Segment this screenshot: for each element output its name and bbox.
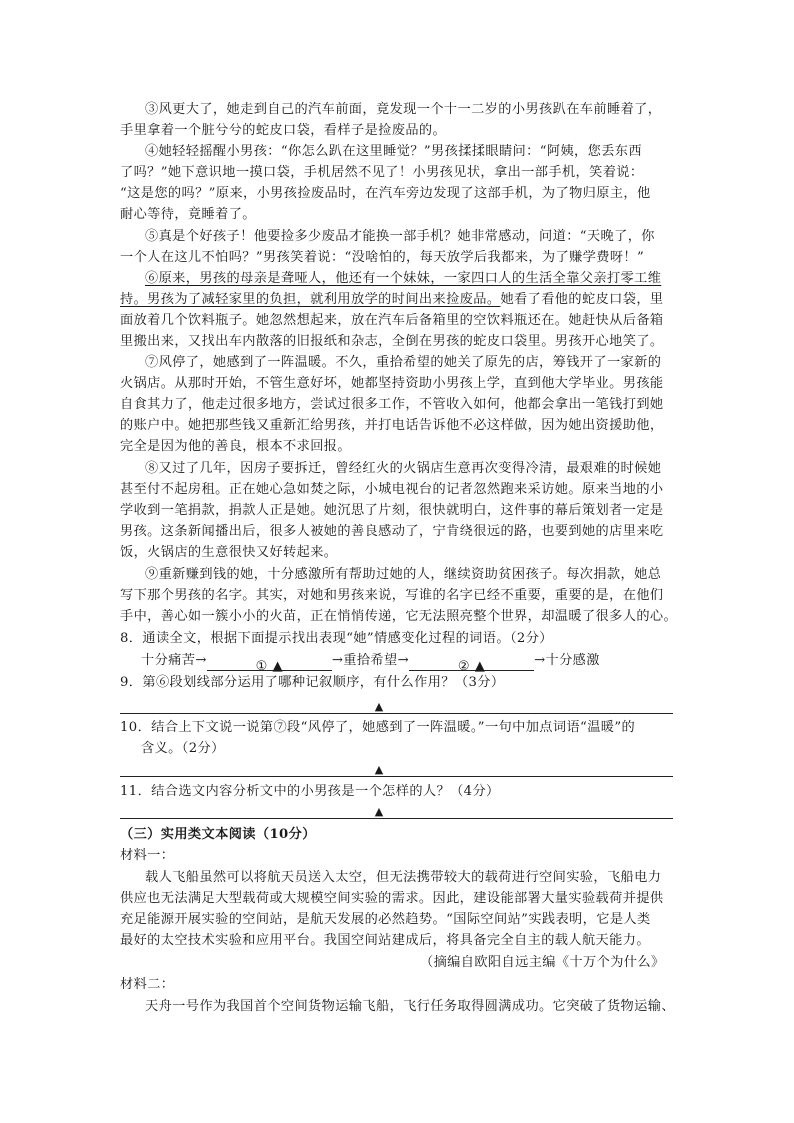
q8-end: →十分感激 xyxy=(534,653,600,668)
q11-answer-mark: ▲ xyxy=(374,805,384,818)
para8-line3: 学收到一笔捐款，捐款人正是她。她沉思了片刻，很快就明白，这件事的幕后策划者一定是 xyxy=(120,503,664,518)
question-9: 9．第⑥段划线部分运用了哪种记叙顺序，有什么作用？（3分） xyxy=(120,675,505,690)
para5-line1: ⑤真是个好孩子！他要捡多少废品才能换一部手机？她非常感动，问道：“天晚了，你 xyxy=(145,229,655,244)
material-1-line4: 最好的太空技术实验和应用平台。我国空间站建成后，将具备完全自主的载人航天能力。 xyxy=(120,933,650,948)
q8-mid: →重拾希望→ xyxy=(331,653,410,668)
para8-line1: ⑧又过了几年，因房子要拆迁，曾经红火的火锅店生意再次变得冷清，最艰难的时候她 xyxy=(145,461,662,476)
para3-line1: ③风更大了，她走到自己的汽车前面，竟发现一个十一二岁的小男孩趴在车前睡着了， xyxy=(145,102,662,117)
para4-line3: “这是您的吗？”原来，小男孩捡废品时，在汽车旁边发现了这部手机，为了物归原主，他 xyxy=(120,186,651,201)
para6-line2-rest: 她看了看他的蛇皮口袋，里 xyxy=(500,292,664,307)
para6-line4: 里搬出来，又找出车内散落的旧报纸和杂志，全倒在男孩的蛇皮口袋里。男孩开心地笑了。 xyxy=(120,334,664,349)
q8-blank-2[interactable]: ② ▲ xyxy=(409,656,534,671)
question-8-answer-line xyxy=(141,650,600,674)
q9-answer-line[interactable] xyxy=(120,713,673,714)
para7-line1: ⑦风停了，她感到了一阵温暖。不久，重拾希望的她关了原先的店，筹钱开了一家新的 xyxy=(145,355,662,370)
question-10-line2: 含义。（2分） xyxy=(141,741,225,756)
question-11: 11．结合选文内容分析文中的小男孩是一个怎样的人？（4分） xyxy=(120,784,500,799)
para6-line3: 面放着几个饮料瓶子。她忽然想起来，放在汽车后备箱里的空饮料瓶还在。她赶快从后备箱 xyxy=(120,313,664,328)
material-1-line2: 供应也无法满足大型载荷或大规模空间实验的需求。因此，建设能部署大量实验载荷并提供 xyxy=(120,891,664,906)
para9-line1: ⑨重新赚到钱的她，十分感激所有帮助过她的人，继续资助贫困孩子。每次捐款，她总 xyxy=(145,567,662,582)
q11-answer-line[interactable] xyxy=(120,818,673,819)
para5-line2: 一个人在这儿不怕吗？”男孩笑着说：“没啥怕的，每天放学后我都来，为了赚学费呀！” xyxy=(120,250,645,265)
material-1-line3: 充足能源开展实验的空间站，是航天发展的必然趋势。“国际空间站”实践表明，它是人类 xyxy=(120,912,651,927)
para8-line5: 饭，火锅店的生意很快又好转起来。 xyxy=(120,545,338,560)
material-2-line1: 天舟一号作为我国首个空间货物运输飞船，飞行任务取得圆满成功。它突破了货物运输、 xyxy=(145,999,675,1014)
question-10-line1: 10．结合上下文说一说第⑦段“风停了，她感到了一阵温暖。”一句中加点词语“温暖”的 xyxy=(120,720,636,735)
q10-answer-line[interactable] xyxy=(120,776,673,777)
para3-line2: 手里拿着一个脏兮兮的蛇皮口袋，看样子是捡废品的。 xyxy=(120,123,447,138)
para6-line2 xyxy=(120,289,664,310)
q9-answer-mark: ▲ xyxy=(374,700,384,713)
para7-line5: 完全是因为他的善良，根本不求回报。 xyxy=(120,439,351,454)
para4-line2: 了吗？”她下意识地一摸口袋，手机居然不见了！小男孩见状，拿出一部手机，笑着说： xyxy=(120,165,644,180)
q8-blank-1[interactable]: ① ▲ xyxy=(207,656,332,671)
q10-answer-mark: ▲ xyxy=(374,763,384,776)
para6-line2-underlined: 持。男孩为了减轻家里的负担，就利用放学的时间出来捡废品。 xyxy=(120,292,501,307)
q8-start: 十分痛苦→ xyxy=(141,653,207,668)
para9-line3: 手中，善心如一簇小小的火苗，正在悄悄传递，它无法照亮整个世界，却温暖了很多人的心。 xyxy=(120,609,678,624)
material-1-source: （摘编自欧阳自远主编《十万个为什么》 xyxy=(420,955,665,970)
material-1-label: 材料一： xyxy=(120,848,175,863)
para6-line1-underlined: ⑥原来，男孩的母亲是聋哑人，他还有一个妹妹，一家四口人的生活全靠父亲打零工维 xyxy=(145,271,662,286)
para4-line1: ④她轻轻摇醒小男孩：“你怎么趴在这里睡觉？”男孩揉揉眼睛问：“阿姨，您丢东西 xyxy=(145,144,642,159)
para4-line4: 耐心等待，竟睡着了。 xyxy=(120,207,256,222)
question-8: 8．通读全文，根据下面提示找出表现“她”情感变化过程的词语。（2分） xyxy=(120,631,553,646)
para7-line4: 的账户中。她把那些钱又重新汇给男孩，并打电话告诉他不必这样做，因为她出资援助他， xyxy=(120,418,664,433)
para8-line2: 甚至付不起房租。正在她心急如焚之际，小城电视台的记者忽然跑来采访她。原来当地的小 xyxy=(120,482,664,497)
section-3-heading: （三）实用类文本阅读（10分） xyxy=(120,827,316,842)
para7-line2: 火锅店。从那时开始，不管生意好坏，她都坚持资助小男孩上学，直到他大学毕业。男孩能 xyxy=(120,376,664,391)
para9-line2: 写下那个男孩的名字。其实，对她和男孩来说，写谁的名字已经不重要，重要的是，在他们 xyxy=(120,588,664,603)
para7-line3: 自食其力了，他走过很多地方，尝试过很多工作，不管收入如何，他都会拿出一笔钱打到她 xyxy=(120,397,664,412)
material-1-line1: 载人飞船虽然可以将航天员送入太空，但无法携带较大的载荷进行空间实验，飞船电力 xyxy=(145,870,662,885)
para8-line4: 男孩。这条新闻播出后，很多人被她的善良感动了，宁肯绕很远的路，也要到她的店里来吃 xyxy=(120,524,664,539)
material-2-label: 材料二： xyxy=(120,977,175,992)
